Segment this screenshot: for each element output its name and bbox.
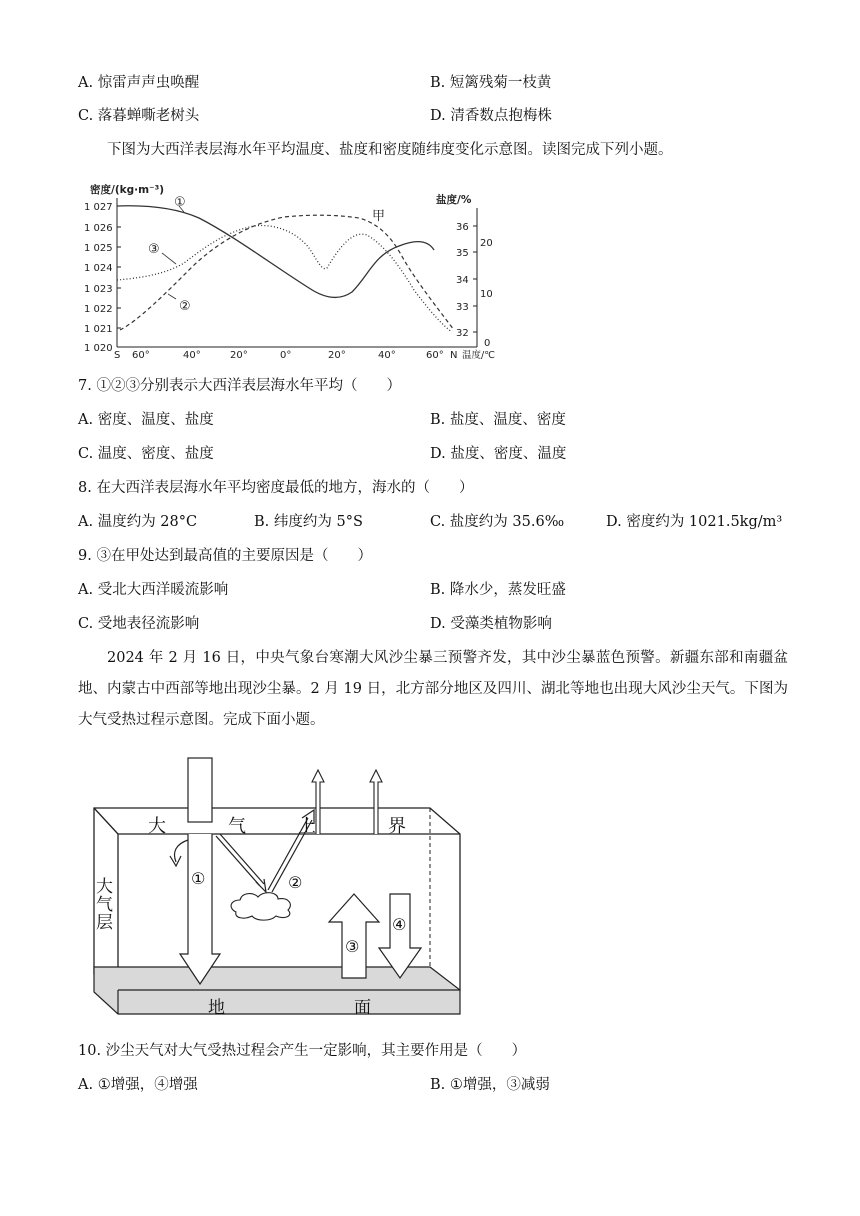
curve-2-temperature: [120, 215, 454, 330]
cloud-icon: [231, 893, 290, 920]
x-tick: 40°: [378, 350, 396, 361]
arrow-4: [379, 894, 421, 978]
q8-option-b: B. 纬度约为 5°S: [254, 514, 363, 530]
side-label-da: 大: [96, 877, 113, 897]
label-da: 大: [148, 816, 166, 837]
q6-option-d: D. 清香数点抱梅株: [430, 108, 552, 124]
salinity-tick: 33: [456, 302, 469, 313]
q8-option-c: C. 盐度约为 35.6‰: [430, 514, 565, 530]
jia-marker: 甲: [372, 209, 386, 224]
label-mian: 面: [354, 998, 371, 1018]
q9-option-b: B. 降水少，蒸发旺盛: [430, 582, 566, 598]
q6-option-c: C. 落暮蝉嘶老树头: [78, 108, 200, 124]
curve-1-density: [117, 206, 434, 298]
label-qi: 气: [228, 816, 246, 837]
density-tick: 1 022: [84, 304, 113, 315]
label-di: 地: [208, 998, 225, 1018]
arrow-1: [180, 834, 220, 984]
x-tick: 60°: [426, 350, 444, 361]
q10-option-b: B. ①增强，③减弱: [430, 1077, 550, 1093]
side-label-qi: 气: [96, 895, 113, 915]
q8-option-a: A. 温度约为 28°C: [78, 514, 198, 530]
chart-intro: 下图为大西洋表层海水年平均温度、盐度和密度随纬度变化示意图。读图完成下列小题。: [107, 142, 673, 158]
q8-stem: 8. 在大西洋表层海水年平均密度最低的地方，海水的（ ）: [78, 480, 474, 496]
temp-tick: 20: [480, 238, 493, 249]
dust-intro-paragraph: 2024 年 2 月 16 日，中央气象台寒潮大风沙尘暴三预警齐发，其中沙尘暴蓝色预警。新疆东部和南疆盆地、内蒙古中西部等地出现沙尘暴。2 月 19 日，北方部分地区及四川、湖北等地也出现大风沙尘天气。下图为大气受热过程示意图。完成下面小题。: [78, 650, 788, 728]
arrow-1-label: ①: [191, 869, 206, 888]
temp-tick: 0: [484, 338, 491, 349]
atmosphere-heating-diagram: [88, 752, 468, 1024]
salinity-tick: 32: [456, 328, 469, 339]
arrow-4-label: ④: [392, 915, 407, 934]
side-label-ceng: 层: [96, 913, 113, 933]
arrow-3: [329, 894, 379, 978]
q7-stem: 7. ①②③分别表示大西洋表层海水年平均（ ）: [78, 378, 401, 394]
label-shang: 上: [298, 816, 316, 837]
x-tick: 20°: [230, 350, 248, 361]
temp-tick: 10: [480, 289, 493, 300]
density-tick: 1 026: [84, 223, 113, 234]
density-tick: 1 025: [84, 243, 113, 254]
density-tick: 1 021: [84, 324, 113, 335]
q9-option-d: D. 受藻类植物影响: [430, 616, 552, 632]
salinity-tick: 36: [456, 222, 469, 233]
label-jie: 界: [388, 816, 406, 837]
x-tick: N: [450, 350, 458, 361]
density-tick: 1 024: [84, 263, 113, 274]
density-axis-label: 密度/(kg·m⁻³): [90, 184, 165, 196]
arrow-3-label: ③: [345, 937, 360, 956]
x-tick: 40°: [183, 350, 201, 361]
salinity-axis-label: 盐度/%: [436, 194, 472, 206]
curve-3-salinity: [117, 226, 452, 332]
x-tick: 0°: [280, 350, 292, 361]
temp-axis-label: 温度/℃: [462, 350, 495, 361]
density-tick: 1 020: [84, 343, 113, 354]
q10-option-a: A. ①增强，④增强: [78, 1077, 198, 1093]
curve-3-marker: ③: [148, 242, 160, 257]
q7-option-d: D. 盐度、密度、温度: [430, 446, 567, 462]
q9-stem: 9. ③在甲处达到最高值的主要原因是（ ）: [78, 548, 372, 564]
q6-option-a: A. 惊雷声声虫唤醒: [78, 75, 200, 91]
salinity-tick: 35: [456, 248, 469, 259]
q8-option-d: D. 密度约为 1021.5kg/m³: [606, 514, 783, 530]
q10-stem: 10. 沙尘天气对大气受热过程会产生一定影响，其主要作用是（ ）: [78, 1043, 527, 1059]
q7-option-b: B. 盐度、温度、密度: [430, 412, 566, 428]
x-tick: S: [114, 350, 121, 361]
x-tick: 60°: [132, 350, 150, 361]
q7-option-c: C. 温度、密度、盐度: [78, 446, 214, 462]
q7-option-a: A. 密度、温度、盐度: [78, 412, 214, 428]
q9-option-a: A. 受北大西洋暖流影响: [78, 582, 229, 598]
density-tick: 1 027: [84, 202, 113, 213]
salinity-tick: 34: [456, 275, 469, 286]
arrow-2-label: ②: [288, 873, 303, 892]
atlantic-chart: [84, 180, 504, 365]
curve-1-marker: ①: [174, 195, 186, 210]
q9-option-c: C. 受地表径流影响: [78, 616, 200, 632]
density-tick: 1 023: [84, 284, 113, 295]
curve-2-marker: ②: [179, 299, 191, 314]
x-tick: 20°: [328, 350, 346, 361]
q6-option-b: B. 短篱残菊一枝黄: [430, 75, 552, 91]
